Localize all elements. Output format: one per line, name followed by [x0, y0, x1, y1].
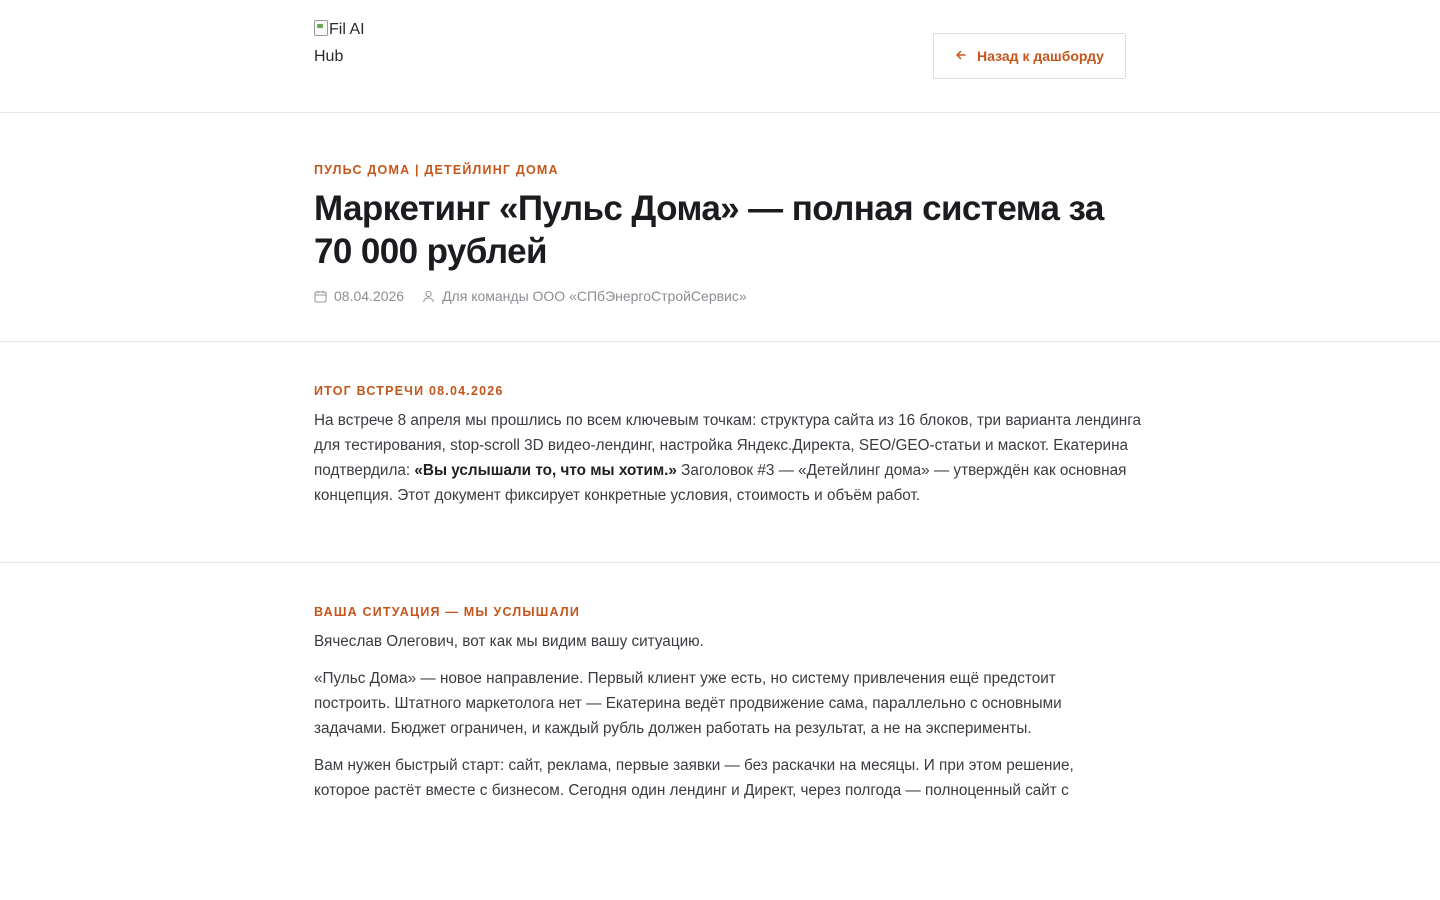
situation-paragraph: «Пульс Дома» — новое направление. Первый клиент уже есть, но систему привлечения ещё предстоит построить. Штатного маркетолога нет — Екатерина ведёт продвижение сама, параллельно с основными задачами. Бюджет ограничен, и каждый рубль должен работать на результат, а не на эксперименты. [314, 670, 1062, 737]
back-to-dashboard-button[interactable] [933, 33, 1126, 79]
summary-body [314, 408, 1144, 520]
meta-audience-text: Для команды ООО «СПбЭнергоСтройСервис» [442, 288, 747, 304]
calendar-icon [314, 290, 327, 303]
hero [0, 113, 1440, 342]
logo[interactable] [314, 16, 384, 70]
summary-paragraph [314, 408, 1144, 508]
arrow-left-icon [955, 49, 967, 63]
meta-date-text: 08.04.2026 [334, 288, 405, 304]
summary-quote: «Вы услышали то, что мы хотим.» [414, 462, 677, 479]
situation-section [0, 563, 1440, 813]
summary-text-end: Заголовок #3 — «Детейлинг дома» — утверждён как основная концепция. Этот документ фиксирует конкретные условия, стоимость и объём работ. [314, 462, 1127, 504]
site-header [0, 0, 1440, 113]
situation-paragraph: Вам нужен быстрый старт: сайт, реклама, первые заявки — без раскачки на месяцы. И при этом решение, которое растёт вместе с бизнесом. Сегодня один лендинг и Директ, через полгода — полноценный сайт с [314, 757, 1074, 799]
back-button-label: Назад к дашборду [977, 48, 1104, 64]
summary-section [0, 342, 1440, 563]
situation-paragraph: Вячеслав Олегович, вот как мы видим вашу ситуацию. [314, 633, 704, 650]
logo-alt-text: Fil AI Hub [314, 21, 365, 65]
user-icon [422, 290, 435, 303]
page-title: Маркетинг «Пульс Дома» — полная система за 70 000 рублей [314, 189, 1104, 271]
meta-date [314, 288, 404, 304]
meta-audience [422, 288, 747, 304]
situation-body [314, 629, 1126, 815]
summary-kicker: ИТОГ ВСТРЕЧИ 08.04.2026 [314, 384, 504, 398]
situation-kicker: ВАША СИТУАЦИЯ — МЫ УСЛЫШАЛИ [314, 605, 581, 619]
meta-row [314, 288, 747, 304]
hero-kicker: ПУЛЬС ДОМА | ДЕТЕЙЛИНГ ДОМА [314, 163, 559, 177]
summary-text-start: На встрече 8 апреля мы прошлись по всем ключевым точкам: структура сайта из 16 блоков, три варианта лендинга для тестирования, stop-scroll 3D видео-лендинг, настройка Яндекс.Директа, SEO/GEO-статьи и маскот. Екатерина подтвердила: [314, 412, 1141, 479]
broken-image-icon [314, 20, 328, 36]
